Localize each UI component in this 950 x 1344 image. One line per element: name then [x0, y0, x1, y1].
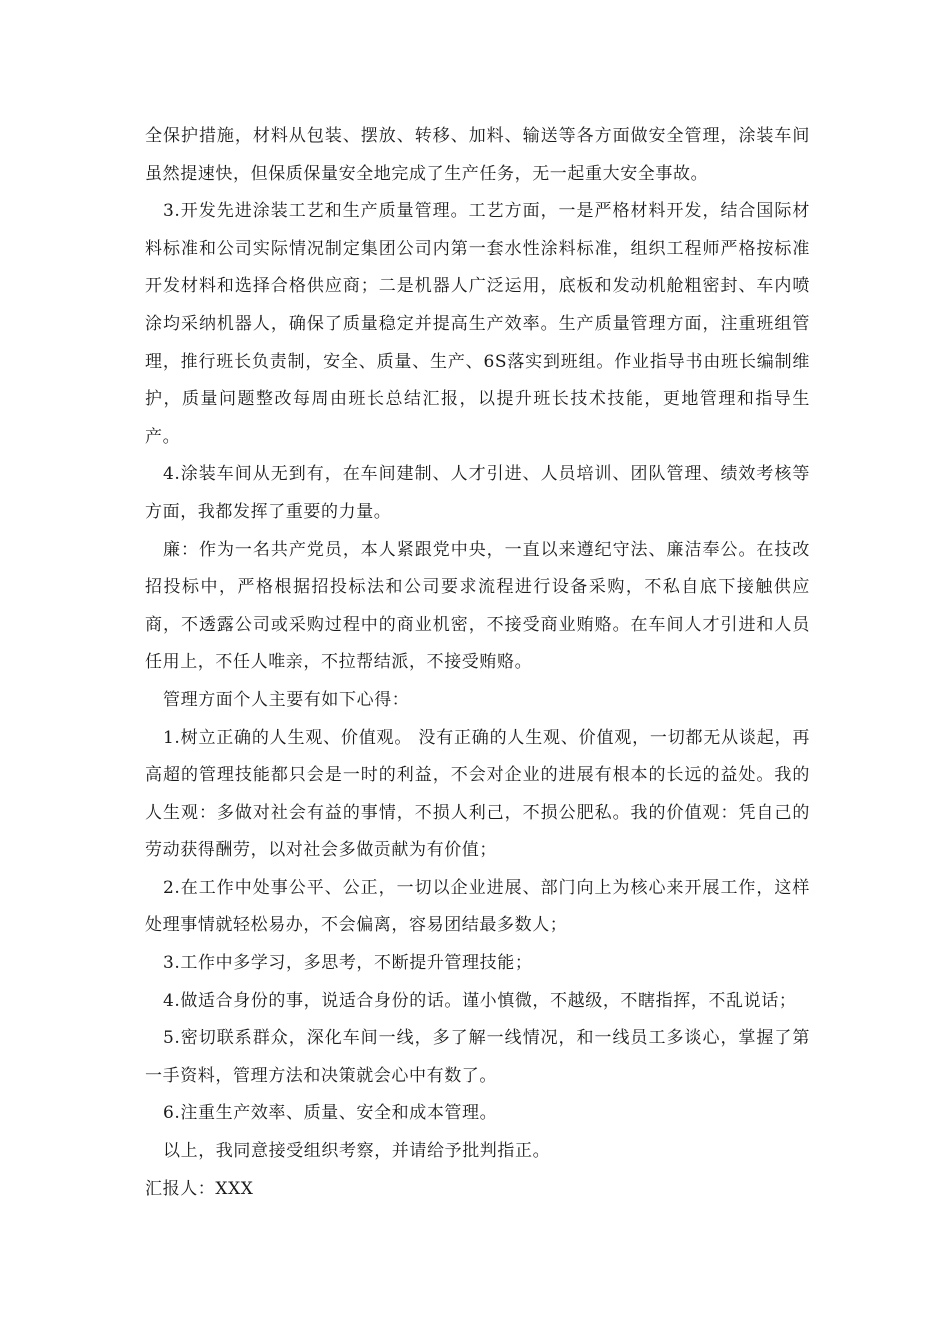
paragraph-insight-5: 5.密切联系群众，深化车间一线，多了解一线情况，和一线员工多谈心，掌握了第一手资料，管理方法和决策就会心中有数了。	[145, 1028, 810, 1086]
paragraph-closing: 以上，我同意接受组织考察，并请给予批判指正。	[163, 1141, 551, 1162]
paragraph-item-4-workshop: 4.涂装车间从无到有，在车间建制、人才引进、人员培训、团队管理、绩效考核等方面，我都发挥了重要的力量。	[145, 464, 810, 522]
paragraph-safety-continued: 全保护措施，材料从包装、摆放、转移、加料、输送等各方面做安全管理，涂装车间虽然提速快，但保质保量安全地完成了生产任务，无一起重大安全事故。	[145, 126, 810, 184]
paragraph-insight-1: 1.树立正确的人生观、价值观。 没有正确的人生观、价值观，一切都无从谈起，再高超的管理技能都只会是一时的利益，不会对企业的进展有根本的长远的益处。我的人生观：多做对社会有益的事情，不损人利己，不损公肥私。我的价值观：凭自己的劳动获得酬劳，以对社会多做贡献为有价值；	[145, 727, 810, 861]
paragraph-insight-3: 3.工作中多学习，多思考，不断提升管理技能；	[163, 953, 533, 974]
paragraph-item-3-process: 3.开发先进涂装工艺和生产质量管理。工艺方面，一是严格材料开发，结合国际材料标准和公司实际情况制定集团公司内第一套水性涂料标准，组织工程师严格按标准开发材料和选择合格供应商；二是机器人广泛运用，底板和发动机舱粗密封、车内喷涂均采纳机器人，确保了质量稳定并提高生产效率。生产质量管理方面，注重班组管理，推行班长负责制，安全、质量、生产、6S落实到班组。作业指导书由班长编制维护，质量问题整改每周由班长总结汇报，以提升班长技术技能，更地管理和指导生产。	[145, 201, 810, 447]
document-body	[145, 118, 810, 1208]
paragraph-integrity: 廉：作为一名共产党员，本人紧跟党中央，一直以来遵纪守法、廉洁奉公。在技改招投标中，严格根据招投标法和公司要求流程进行设备采购，不私自底下接触供应商，不透露公司或采购过程中的商业机密，不接受商业贿赂。在车间人才引进和人员任用上，不任人唯亲，不拉帮结派，不接受贿赂。	[145, 539, 810, 673]
paragraph-insight-6: 6.注重生产效率、质量、安全和成本管理。	[163, 1103, 498, 1124]
paragraph-insight-2: 2.在工作中处事公平、公正，一切以企业进展、部门向上为核心来开展工作，这样处理事情就轻松易办，不会偏离，容易团结最多数人；	[145, 877, 810, 936]
paragraph-insight-4: 4.做适合身份的事，说适合身份的话。谨小慎微，不越级，不瞎指挥，不乱说话；	[163, 990, 797, 1011]
paragraph-management-intro: 管理方面个人主要有如下心得：	[163, 689, 410, 710]
signature-line: 汇报人：XXX	[145, 1178, 254, 1199]
